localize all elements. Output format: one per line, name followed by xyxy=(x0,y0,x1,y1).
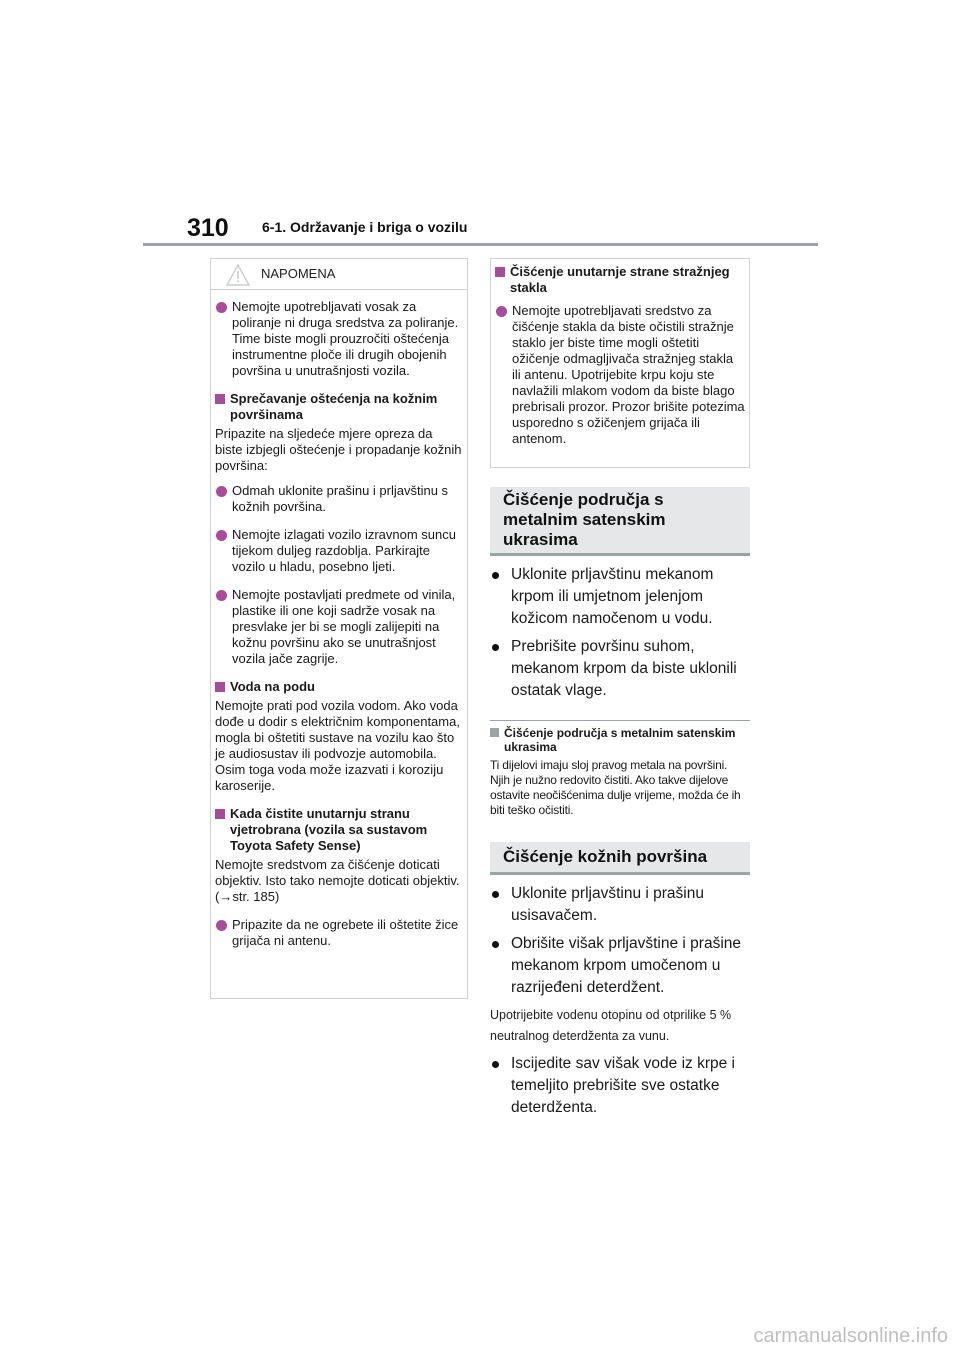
paragraph: Nemojte sredstvom za čišćenje doticati objektiv. Isto tako nemojte doticati objektiv. (→str. 185) xyxy=(215,857,460,904)
info-heading-text: Čišćenje područja s metalnim satenskim ukrasima xyxy=(504,726,736,754)
square-bullet xyxy=(215,682,225,692)
list-item xyxy=(495,303,745,447)
square-bullet xyxy=(215,394,225,404)
bullet-dot xyxy=(492,891,499,898)
list-item-text: Iscijedite sav višak vode iz krpe i temeljito prebrišite sve ostatke deterdženta. xyxy=(511,1055,735,1116)
list-item xyxy=(215,917,463,949)
subsection-heading-text: Sprečavanje oštećenja na kožnim površinama xyxy=(230,391,438,422)
list-item-text: Odmah uklonite prašinu i prljavštinu s kožnih površina. xyxy=(232,483,449,514)
list-item-text: Uklonite prljavštinu mekanom krpom ili umjetnom jelenjom kožicom namočenom u vodu. xyxy=(511,566,714,627)
subsection-heading-text: Čišćenje unutarnje strane stražnjeg stakla xyxy=(510,264,730,295)
list-item-text: Uklonite prljavštinu i prašinu usisavačem. xyxy=(511,885,704,924)
notice-body xyxy=(211,299,467,955)
list-item xyxy=(490,883,750,927)
header-rule xyxy=(143,243,818,246)
square-bullet xyxy=(215,809,225,819)
subsection-heading xyxy=(215,679,463,695)
notice-box xyxy=(210,258,468,999)
bullet-dot xyxy=(216,530,227,541)
list-item xyxy=(215,587,463,667)
list-item xyxy=(215,483,463,515)
watermark: carmanualsonline.info xyxy=(753,1325,948,1347)
bullet-dot xyxy=(492,941,499,948)
list-item xyxy=(215,299,463,379)
info-paragraph: Ti dijelovi imaju sloj pravog metala na površini. Njih je nužno redovito čistiti. Ako takve dijelove ostavite neočišćenima dulje vrijeme, možda će ih biti teško očistiti. xyxy=(490,758,741,817)
list-item-text: Nemojte postavljati predmete od vinila, plastike ili one koji sadrže vosak na presvlake jer bi se mogli zalijepiti na kožnu površinu ako se unutrašnjost vozila jače zagrije. xyxy=(232,587,456,666)
bullet-dot xyxy=(216,486,227,497)
notice-title: NAPOMENA xyxy=(261,266,336,281)
list-item xyxy=(490,1053,750,1119)
list-item-text: Nemojte upotrebljavati vosak za poliranje ni druga sredstva za poliranje. Time biste mogli prouzročiti oštećenja instrumentne ploče ili drugih obojenih površina u unutrašnjosti vozila. xyxy=(232,299,459,378)
bullet-dot xyxy=(216,590,227,601)
list-item xyxy=(490,636,750,702)
bullet-dot xyxy=(492,1061,499,1068)
bullet-dot xyxy=(496,306,507,317)
list-item-text: Pripazite da ne ogrebete ili oštetite žice grijača ni antenu. xyxy=(232,917,459,948)
bullet-dot xyxy=(216,920,227,931)
section-heading-satin: Čišćenje područja s metalnim satenskim ukrasima xyxy=(490,487,750,556)
subsection-heading xyxy=(215,806,463,854)
bullet-dot xyxy=(492,572,499,579)
section-title: 6-1. Održavanje i briga o vozilu xyxy=(262,219,468,235)
section-heading-leather: Čišćenje kožnih površina xyxy=(490,842,750,875)
dilution-note: Upotrijebite vodenu otopinu od otprilike 5 % neutralnog deterdženta za vunu. xyxy=(490,1008,732,1043)
subsection-heading-text: Voda na podu xyxy=(230,679,315,694)
right-column xyxy=(490,258,750,1119)
list-item xyxy=(215,527,463,575)
bullet-dot xyxy=(492,644,499,651)
left-column xyxy=(210,258,468,999)
page-header xyxy=(0,0,960,250)
list-item-text: Nemojte upotrebljavati sredstvo za čišćenje stakla da biste očistili stražnje staklo jer biste time mogli oštetiti ožičenje odmagljivača stražnjeg stakla ili antenu. Upotrijebite krpu koju ste navlažili mlakom vodom da biste blago prebrisali prozor. Prozor brišite potezima usporedno s ožičenjem grijača ili antenom. xyxy=(512,303,745,446)
square-bullet xyxy=(490,728,499,737)
square-bullet xyxy=(495,267,505,277)
list-item-text: Nemojte izlagati vozilo izravnom suncu tijekom duljeg razdoblja. Parkirajte vozilo u hladu, posebno ljeti. xyxy=(232,527,456,574)
list-item xyxy=(490,933,750,999)
subsection-heading xyxy=(215,391,463,423)
divider xyxy=(490,720,750,721)
paragraph: Pripazite na sljedeće mjere opreza da biste izbjegli oštećenje i propadanje kožnih površina: xyxy=(215,426,462,473)
notice-header xyxy=(211,259,467,290)
page-number: 310 xyxy=(187,214,229,242)
list-item-text: Obrišite višak prljavštine i prašine mekanom krpom umočenom u razrijeđeni deterdžent. xyxy=(511,935,742,996)
paragraph: Nemojte prati pod vozila vodom. Ako voda dođe u dodir s električnim komponentama, mogla bi oštetiti sustave na vozilu kao što je audiosustav ili podvozje automobila. Osim toga voda može izazvati i koroziju karoserije. xyxy=(215,698,460,793)
subsection-heading xyxy=(495,264,745,296)
info-heading xyxy=(490,726,750,754)
notice-box-continued xyxy=(490,258,750,468)
subsection-heading-text: Kada čistite unutarnju stranu vjetrobrana (vozila sa sustavom Toyota Safety Sense) xyxy=(230,806,428,853)
bullet-dot xyxy=(216,302,227,313)
list-item xyxy=(490,564,750,630)
warning-triangle-icon xyxy=(226,264,250,286)
list-item-text: Prebrišite površinu suhom, mekanom krpom da biste uklonili ostatak vlage. xyxy=(511,638,737,699)
